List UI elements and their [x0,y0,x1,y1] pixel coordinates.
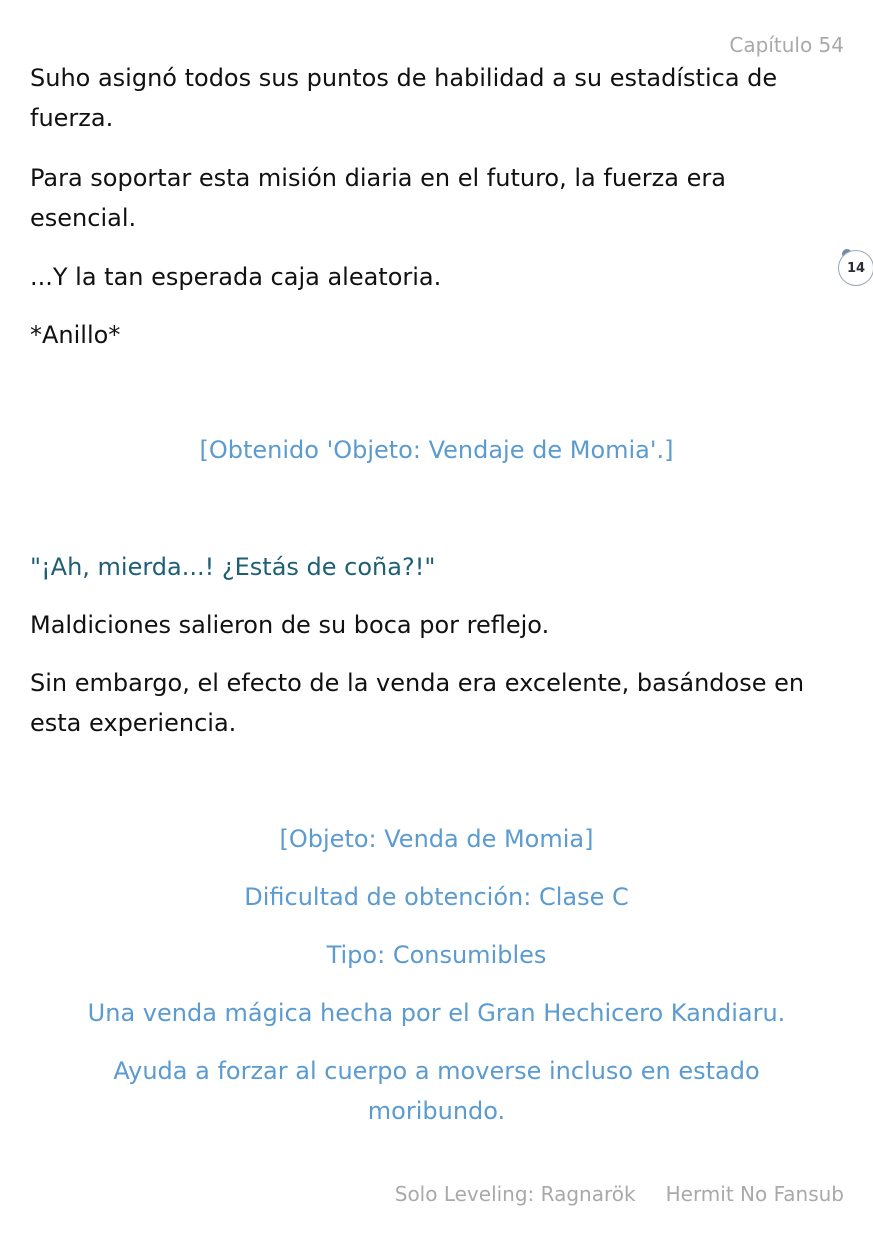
item-effect: Ayuda a forzar al cuerpo a moverse incluso en estado moribundo. [113,1057,760,1125]
paragraph: ...Y la tan esperada caja aleatoria. [30,263,442,291]
system-message: [Obtenido 'Objeto: Vendaje de Momia'.] [199,436,674,464]
novel-title: Solo Leveling: Ragnarök [394,1182,636,1206]
footer [395,1182,844,1206]
comment-count-badge[interactable] [838,250,873,286]
item-name: [Objeto: Venda de Momia] [279,825,594,853]
item-difficulty: Dificultad de obtención: Clase C [244,883,629,911]
paragraph: Para soportar esta misión diaria en el futuro, la fuerza era esencial. [30,164,726,232]
item-description: Una venda mágica hecha por el Gran Hechicero Kandiaru. [87,999,786,1027]
paragraph: Maldiciones salieron de su boca por reflejo. [30,611,550,639]
item-type: Tipo: Consumibles [326,941,547,969]
comment-count: 14 [846,260,866,276]
dialogue-line: "¡Ah, mierda...! ¿Estás de coña?!" [30,553,436,581]
paragraph: *Anillo* [30,321,121,349]
paragraph: Sin embargo, el efecto de la venda era excelente, basándose en esta experiencia. [30,669,805,737]
translator-group: Hermit No Fansub [665,1182,844,1206]
paragraph: Suho asignó todos sus puntos de habilidad a su estadística de fuerza. [30,64,778,132]
chapter-label: Capítulo 54 [729,33,844,57]
